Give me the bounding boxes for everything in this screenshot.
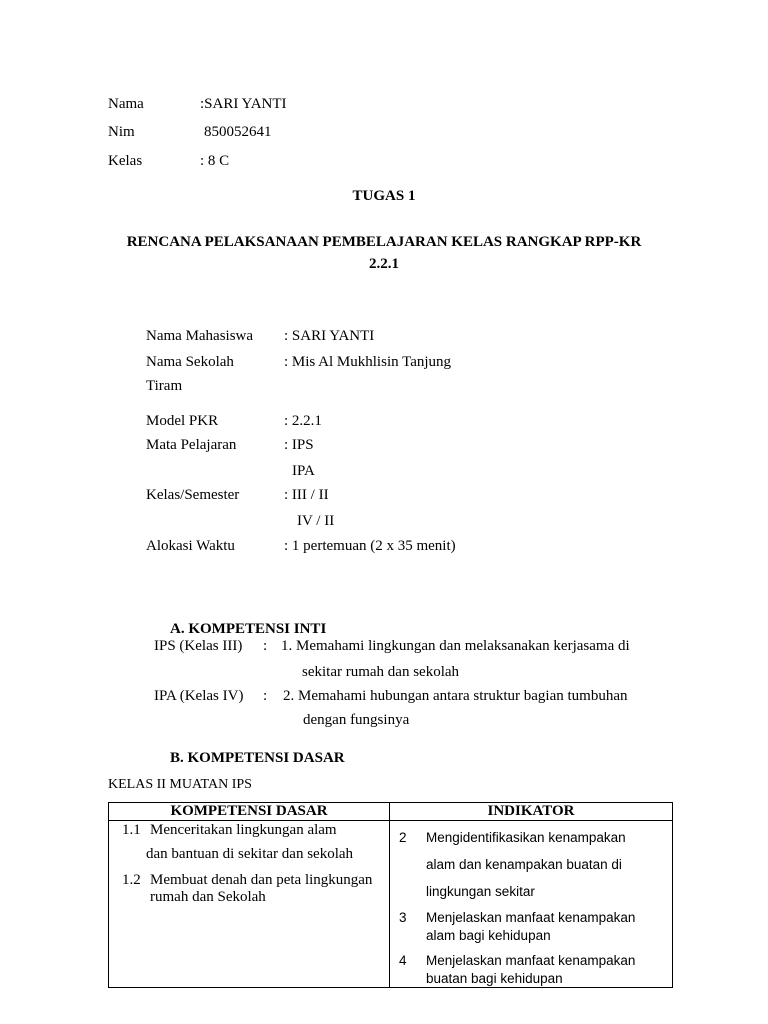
table-row <box>109 821 673 988</box>
sekolah-label: Nama Sekolah <box>146 354 234 370</box>
indikator-text: Mengidentifikasikan kenampakan <box>426 830 626 845</box>
alokasi-label: Alokasi Waktu <box>146 538 235 554</box>
kelas-semester-value2: IV / II <box>297 513 335 529</box>
ipa-label: IPA (Kelas IV) <box>154 688 244 704</box>
indikator-text: alam dan kenampakan buatan di <box>426 857 622 872</box>
kd-num: 1.2 <box>122 872 141 888</box>
mahasiswa-value: : SARI YANTI <box>284 328 375 344</box>
nama-value: :SARI YANTI <box>200 96 287 112</box>
model-value: : 2.2.1 <box>284 413 322 429</box>
mahasiswa-label: Nama Mahasiswa <box>146 328 254 344</box>
sekolah-value-cont: Tiram <box>146 378 183 394</box>
mapel-label: Mata Pelajaran <box>146 437 237 453</box>
indikator-text: alam bagi kehidupan <box>426 928 551 943</box>
section-b-heading: B. KOMPETENSI DASAR <box>170 750 345 766</box>
document-subtitle: RENCANA PELAKSANAAN PEMBELAJARAN KELAS RANGKAP RPP-KR <box>126 234 642 250</box>
model-label: Model PKR <box>146 413 219 429</box>
nim-value: 850052641 <box>204 124 272 140</box>
col-header-kompetensi: KOMPETENSI DASAR <box>109 803 390 821</box>
col-header-indikator: INDIKATOR <box>390 803 673 821</box>
ips-ki-line2: sekitar rumah dan sekolah <box>302 664 460 680</box>
indikator-text: Menjelaskan manfaat kenampakan <box>426 953 636 968</box>
ipa-ki-line2: dengan fungsinya <box>303 712 410 728</box>
section-a-heading: A. KOMPETENSI INTI <box>170 621 327 637</box>
kd-cell <box>109 821 390 988</box>
table-header-row <box>109 803 673 821</box>
nim-label: Nim <box>108 124 135 140</box>
indikator-num: 2 <box>399 830 407 845</box>
kd-text: dan bantuan di sekitar dan sekolah <box>146 846 354 862</box>
ipa-colon: : <box>263 688 268 704</box>
indikator-text: buatan bagi kehidupan <box>426 971 563 986</box>
kd-text: Menceritakan lingkungan alam <box>150 822 337 838</box>
kompetensi-table <box>108 802 673 988</box>
kd-num: 1.1 <box>122 822 141 838</box>
indikator-num: 3 <box>399 910 407 925</box>
mapel-value-ips: : IPS <box>284 437 314 453</box>
ips-colon: : <box>263 638 268 654</box>
alokasi-value: : 1 pertemuan (2 x 35 menit) <box>284 538 456 554</box>
kelas-semester-label: Kelas/Semester <box>146 487 240 503</box>
kd-text: rumah dan Sekolah <box>150 889 266 905</box>
indikator-text: lingkungan sekitar <box>426 884 535 899</box>
indikator-cell <box>390 821 673 988</box>
mapel-value-ipa: IPA <box>292 463 315 479</box>
sekolah-value: : Mis Al Mukhlisin Tanjung <box>284 354 452 370</box>
page-title: TUGAS 1 <box>352 188 416 204</box>
nama-label: Nama <box>108 96 144 112</box>
ips-label: IPS (Kelas III) <box>154 638 243 654</box>
indikator-text: Menjelaskan manfaat kenampakan <box>426 910 636 925</box>
ips-ki-line1: 1. Memahami lingkungan dan melaksanakan kerjasama di <box>281 638 630 654</box>
kelas-value: : 8 C <box>200 153 230 169</box>
kelas-label: Kelas <box>108 153 143 169</box>
kd-text: Membuat denah dan peta lingkungan <box>150 872 373 888</box>
indikator-num: 4 <box>399 953 407 968</box>
muatan-label: KELAS II MUATAN IPS <box>108 777 252 792</box>
ipa-ki-line1: 2. Memahami hubungan antara struktur bagian tumbuhan <box>283 688 628 704</box>
document-subtitle-code: 2.2.1 <box>369 256 399 272</box>
kelas-semester-value1: : III / II <box>284 487 329 503</box>
